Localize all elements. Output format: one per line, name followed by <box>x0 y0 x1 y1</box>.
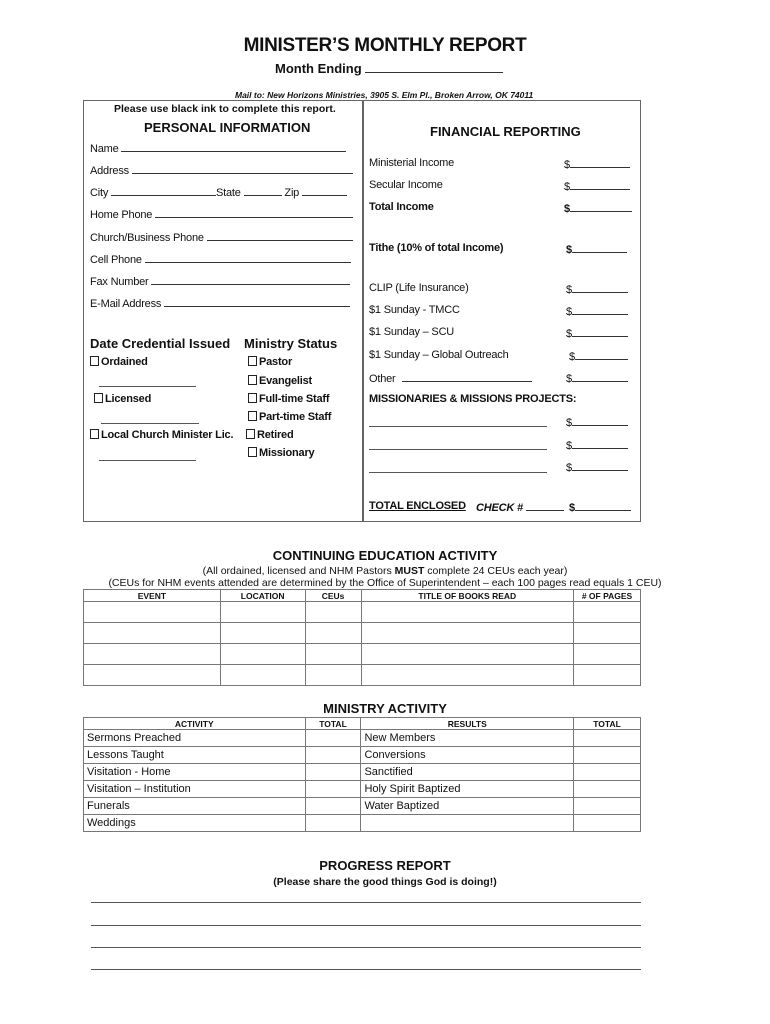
status-heading: Ministry Status <box>244 336 338 351</box>
table-row <box>84 644 641 665</box>
tithe-field[interactable]: $ <box>566 242 627 256</box>
fax-field[interactable]: Fax Number <box>90 274 350 288</box>
ministry-heading: MINISTRY ACTIVITY <box>323 701 447 716</box>
table-row <box>84 730 641 747</box>
activity-total[interactable] <box>305 798 361 815</box>
ceu-cell[interactable] <box>574 623 641 644</box>
tithe-label: Tithe (10% of total Income) <box>369 242 504 254</box>
ceu-col-event: EVENT <box>84 590 221 602</box>
ceu-cell[interactable] <box>84 623 221 644</box>
local-license-checkbox[interactable]: Local Church Minister Lic. <box>90 429 233 441</box>
ministerial-income-label: Ministerial Income <box>369 157 455 169</box>
total-enclosed-label: TOTAL ENCLOSED <box>369 500 466 512</box>
activity-label: Visitation - Home <box>84 764 306 781</box>
ceu-cell[interactable] <box>84 644 221 665</box>
secular-income-field[interactable]: $ <box>564 179 630 193</box>
table-row <box>84 764 641 781</box>
result-label: Conversions <box>361 747 574 764</box>
financial-heading: FINANCIAL REPORTING <box>430 124 581 139</box>
mission-line-2[interactable] <box>369 449 547 450</box>
email-field[interactable]: E-Mail Address <box>90 296 350 310</box>
church-phone-field[interactable]: Church/Business Phone <box>90 230 353 244</box>
activity-total[interactable] <box>305 747 361 764</box>
ceu-cell[interactable] <box>574 665 641 686</box>
activity-label: Weddings <box>84 815 306 832</box>
global-outreach-label: $1 Sunday – Global Outreach <box>369 349 509 361</box>
ceu-col-ceus: CEUs <box>305 590 361 602</box>
fulltime-checkbox[interactable]: Full-time Staff <box>248 393 329 405</box>
scu-field[interactable]: $ <box>566 326 628 340</box>
total-income-label: Total Income <box>369 201 434 213</box>
ministry-col-results: RESULTS <box>361 718 574 730</box>
global-outreach-field[interactable]: $ <box>569 349 628 363</box>
ceu-cell[interactable] <box>361 644 574 665</box>
ceu-cell[interactable] <box>84 602 221 623</box>
address-field[interactable]: Address <box>90 163 353 177</box>
personal-heading: PERSONAL INFORMATION <box>144 120 311 135</box>
ceu-cell[interactable] <box>361 665 574 686</box>
ceu-cell[interactable] <box>220 644 305 665</box>
tmcc-label: $1 Sunday - TMCC <box>369 304 460 316</box>
secular-income-label: Secular Income <box>369 179 443 191</box>
licensed-checkbox[interactable]: Licensed <box>94 393 151 405</box>
result-total[interactable] <box>574 798 641 815</box>
mission-amount-1[interactable]: $ <box>566 415 628 429</box>
ceu-table <box>83 589 641 686</box>
ministry-col-activity: ACTIVITY <box>84 718 306 730</box>
ordained-checkbox[interactable]: Ordained <box>90 356 148 368</box>
ministry-col-total: TOTAL <box>305 718 361 730</box>
result-total[interactable] <box>574 781 641 798</box>
ministerial-income-field[interactable]: $ <box>564 157 630 171</box>
city-state-zip-field[interactable]: City State Zip <box>90 185 347 199</box>
ceu-col-location: LOCATION <box>220 590 305 602</box>
ceu-cell[interactable] <box>305 644 361 665</box>
mission-amount-3[interactable]: $ <box>566 460 628 474</box>
table-row <box>84 798 641 815</box>
cell-phone-field[interactable]: Cell Phone <box>90 252 351 266</box>
ceu-note-1: (All ordained, licensed and NHM Pastors MUST complete 24 CEUs each year) <box>202 565 568 577</box>
clip-field[interactable]: $ <box>566 282 628 296</box>
activity-label: Lessons Taught <box>84 747 306 764</box>
ministry-col-results-total: TOTAL <box>574 718 641 730</box>
result-label: Sanctified <box>361 764 574 781</box>
table-row <box>84 747 641 764</box>
ceu-heading: CONTINUING EDUCATION ACTIVITY <box>272 548 498 563</box>
pastor-checkbox[interactable]: Pastor <box>248 356 292 368</box>
ceu-note-2: (CEUs for NHM events attended are determined by the Office of Superintendent – each 100 pages read equals 1 CEU) <box>108 577 662 589</box>
page-title: MINISTER’S MONTHLY REPORT <box>243 35 527 56</box>
ink-note: Please use black ink to complete this report. <box>114 103 336 115</box>
result-total[interactable] <box>574 815 641 832</box>
result-total[interactable] <box>574 764 641 781</box>
result-total[interactable] <box>574 730 641 747</box>
ceu-cell[interactable] <box>361 602 574 623</box>
ceu-cell[interactable] <box>84 665 221 686</box>
ceu-cell[interactable] <box>220 623 305 644</box>
progress-note: (Please share the good things God is doing!) <box>273 876 497 888</box>
local-license-date-line[interactable] <box>99 460 196 461</box>
month-ending-label: Month Ending <box>275 61 503 76</box>
progress-line-4[interactable] <box>91 969 641 970</box>
table-row <box>84 602 641 623</box>
missionary-checkbox[interactable]: Missionary <box>248 447 314 459</box>
tmcc-field[interactable]: $ <box>566 304 628 318</box>
ceu-col-pages: # OF PAGES <box>574 590 641 602</box>
activity-label: Visitation – Institution <box>84 781 306 798</box>
mission-line-3[interactable] <box>369 472 547 473</box>
clip-label: CLIP (Life Insurance) <box>369 282 469 294</box>
activity-total[interactable] <box>305 764 361 781</box>
activity-total[interactable] <box>305 730 361 747</box>
ceu-cell[interactable] <box>305 665 361 686</box>
progress-line-3[interactable] <box>91 947 641 948</box>
activity-total[interactable] <box>305 815 361 832</box>
mission-line-1[interactable] <box>369 426 547 427</box>
retired-checkbox[interactable]: Retired <box>246 429 294 441</box>
ceu-col-title: TITLE OF BOOKS READ <box>361 590 574 602</box>
result-label: Holy Spirit Baptized <box>361 781 574 798</box>
check-number-field[interactable]: CHECK # <box>476 500 564 514</box>
name-field[interactable]: Name <box>90 141 346 155</box>
result-label: Water Baptized <box>361 798 574 815</box>
table-row <box>84 623 641 644</box>
evangelist-checkbox[interactable]: Evangelist <box>248 375 312 387</box>
activity-total[interactable] <box>305 781 361 798</box>
result-total[interactable] <box>574 747 641 764</box>
total-income-field[interactable]: $ <box>564 201 632 215</box>
result-label: New Members <box>361 730 574 747</box>
ministry-table <box>83 717 641 832</box>
scu-label: $1 Sunday – SCU <box>369 326 455 338</box>
table-row <box>84 781 641 798</box>
mission-amount-2[interactable]: $ <box>566 438 628 452</box>
progress-line-2[interactable] <box>91 925 641 926</box>
result-label <box>361 815 574 832</box>
ceu-cell[interactable] <box>574 602 641 623</box>
parttime-checkbox[interactable]: Part-time Staff <box>248 411 331 423</box>
table-row <box>84 815 641 832</box>
other-amount-field[interactable]: $ <box>566 371 628 385</box>
activity-label: Funerals <box>84 798 306 815</box>
other-field[interactable]: Other <box>369 371 532 385</box>
month-ending-field[interactable] <box>365 62 503 73</box>
home-phone-field[interactable]: Home Phone <box>90 207 353 221</box>
ordained-date-line[interactable] <box>99 386 196 387</box>
mail-to: Mail to: New Horizons Ministries, 3905 S. Elm Pl., Broken Arrow, OK 74011 <box>235 90 534 100</box>
ceu-cell[interactable] <box>220 665 305 686</box>
missions-heading: MISSIONARIES & MISSIONS PROJECTS: <box>369 393 577 405</box>
activity-label: Sermons Preached <box>84 730 306 747</box>
table-row <box>84 665 641 686</box>
ceu-cell[interactable] <box>361 623 574 644</box>
progress-line-1[interactable] <box>91 902 641 903</box>
ceu-cell[interactable] <box>305 602 361 623</box>
ceu-cell[interactable] <box>305 623 361 644</box>
credential-heading: Date Credential Issued <box>90 336 231 351</box>
progress-heading: PROGRESS REPORT <box>319 858 451 873</box>
ceu-cell[interactable] <box>220 602 305 623</box>
total-enclosed-field[interactable]: $ <box>569 500 631 514</box>
licensed-date-line[interactable] <box>101 423 199 424</box>
ceu-cell[interactable] <box>574 644 641 665</box>
